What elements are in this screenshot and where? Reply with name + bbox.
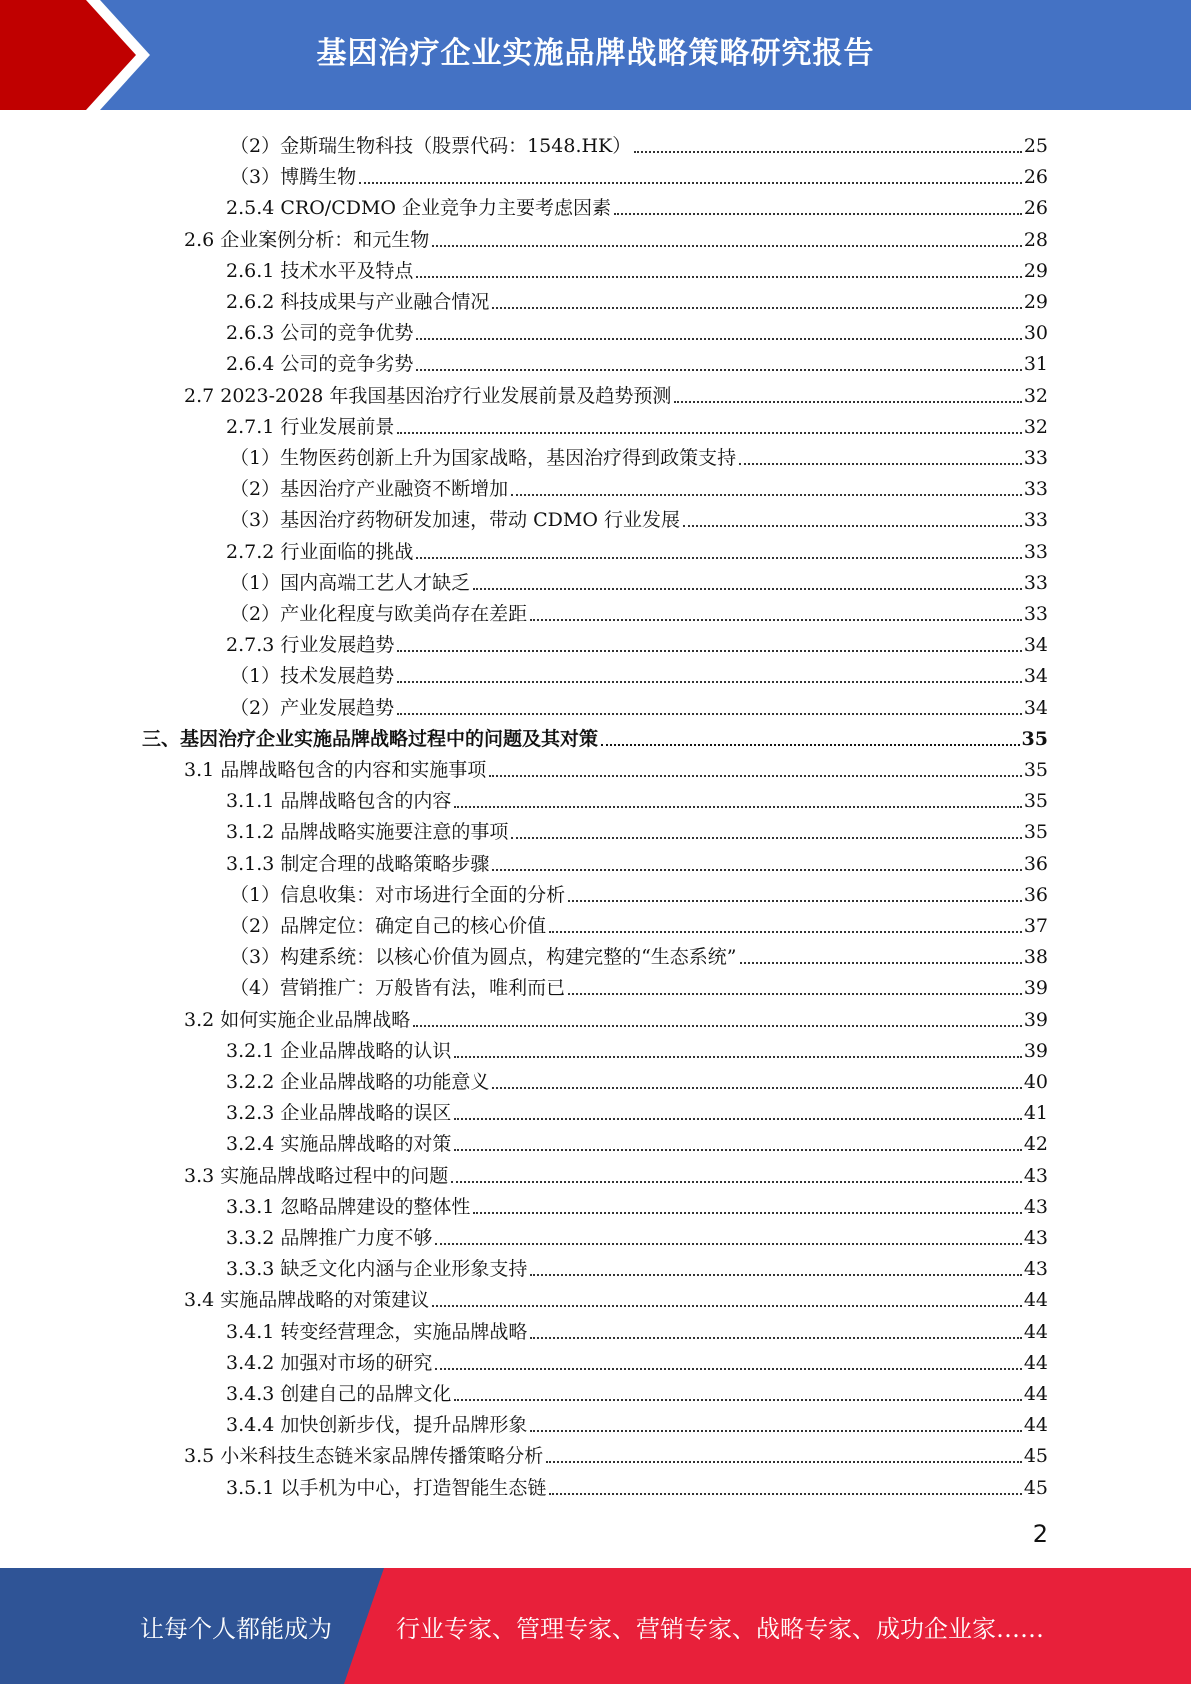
toc-entry[interactable] <box>226 252 1048 283</box>
toc-entry[interactable] <box>184 1001 1048 1032</box>
footer-banner <box>0 1568 1191 1684</box>
toc-dot-leader <box>492 1087 1021 1089</box>
page-number: 2 <box>1032 1520 1048 1548</box>
footer-slogan-right: 行业专家、管理专家、营销专家、战略专家、成功企业家…… <box>396 1614 1044 1643</box>
toc-dot-leader <box>511 837 1021 839</box>
toc-dot-leader <box>432 1305 1022 1307</box>
toc-dot-leader <box>397 681 1022 683</box>
toc-entry-label: 三、基因治疗企业实施品牌战略过程中的问题及其对策 <box>142 727 599 750</box>
toc-entry-page: 43 <box>1023 1164 1048 1187</box>
toc-entry[interactable] <box>226 1469 1048 1500</box>
toc-entry-label: 3.2.4 实施品牌战略的对策 <box>226 1133 452 1156</box>
toc-entry[interactable] <box>230 595 1048 626</box>
toc-entry-page: 36 <box>1023 852 1048 875</box>
toc-dot-leader <box>416 557 1021 559</box>
toc-entry[interactable] <box>184 751 1048 782</box>
toc-entry-label: 3.1 品牌战略包含的内容和实施事项 <box>184 759 487 781</box>
header-banner <box>0 0 1191 110</box>
toc-entry-page: 33 <box>1023 447 1048 469</box>
toc-entry-page: 44 <box>1023 1289 1048 1312</box>
toc-entry-page: 42 <box>1023 1133 1048 1156</box>
toc-entry[interactable] <box>230 969 1048 1000</box>
toc-entry[interactable] <box>184 221 1048 252</box>
toc-entry-label: 2.6.2 科技成果与产业融合情况 <box>226 291 490 313</box>
toc-dot-leader <box>568 993 1022 995</box>
toc-entry-label: （2）产业发展趋势 <box>230 696 395 719</box>
toc-dot-leader <box>397 650 1021 652</box>
toc-dot-leader <box>674 401 1021 403</box>
toc-entry-label: （1）国内高端工艺人才缺乏 <box>230 571 471 594</box>
toc-entry-label: 3.4.4 加快创新步伐，提升品牌形象 <box>226 1414 528 1437</box>
toc-entry[interactable] <box>226 1344 1048 1375</box>
toc-entry[interactable] <box>142 720 1048 751</box>
toc-dot-leader <box>435 1368 1021 1370</box>
toc-entry[interactable] <box>226 533 1048 564</box>
toc-entry[interactable] <box>230 689 1048 720</box>
toc-dot-leader <box>473 1212 1021 1214</box>
toc-entry-page: 43 <box>1023 1195 1048 1218</box>
toc-entry[interactable] <box>230 907 1048 938</box>
toc-entry-label: 3.5 小米科技生态链米家品牌传播策略分析 <box>184 1445 544 1468</box>
toc-entry-page: 33 <box>1023 571 1048 594</box>
toc-entry-page: 43 <box>1023 1258 1048 1281</box>
toc-entry-label: （1）生物医药创新上升为国家战略，基因治疗得到政策支持 <box>230 447 737 469</box>
toc-entry-page: 33 <box>1023 478 1048 501</box>
toc-entry-label: （3）基因治疗药物研发加速，带动 CDMO 行业发展 <box>230 509 680 532</box>
toc-entry[interactable] <box>230 501 1048 532</box>
toc-entry-label: 2.6.4 公司的竞争劣势 <box>226 353 414 376</box>
toc-entry[interactable] <box>230 938 1048 969</box>
toc-dot-leader <box>740 962 1022 964</box>
toc-entry-page: 31 <box>1023 353 1048 376</box>
toc-entry-label: 3.3.3 缺乏文化内涵与企业形象支持 <box>226 1258 528 1281</box>
toc-entry-page: 34 <box>1023 634 1048 657</box>
toc-entry[interactable] <box>226 626 1048 657</box>
toc-dot-leader <box>634 151 1022 153</box>
toc-entry-page: 45 <box>1023 1476 1048 1499</box>
toc-entry-page: 44 <box>1023 1320 1048 1343</box>
toc-entry[interactable] <box>230 876 1048 907</box>
toc-entry-label: （2）品牌定位：确定自己的核心价值 <box>230 915 547 937</box>
toc-entry-page: 45 <box>1023 1445 1048 1468</box>
toc-entry-page: 30 <box>1023 322 1048 345</box>
toc-dot-leader <box>489 775 1022 777</box>
toc-entry-page: 39 <box>1023 1008 1048 1031</box>
toc-entry-page: 39 <box>1023 1039 1048 1062</box>
toc-entry[interactable] <box>226 408 1048 439</box>
toc-entry-label: 2.7 2023-2028 年我国基因治疗行业发展前景及趋势预测 <box>184 384 672 407</box>
toc-entry-page: 44 <box>1023 1383 1048 1405</box>
toc-dot-leader <box>473 588 1022 590</box>
toc-dot-leader <box>683 525 1022 527</box>
toc-dot-leader <box>530 1430 1021 1432</box>
toc-dot-leader <box>454 1056 1021 1058</box>
toc-entry-label: 3.4 实施品牌战略的对策建议 <box>184 1289 430 1312</box>
toc-dot-leader <box>492 307 1021 309</box>
toc-entry-label: 2.7.2 行业面临的挑战 <box>226 540 414 563</box>
toc-entry-page: 35 <box>1023 821 1048 844</box>
toc-entry-page: 33 <box>1023 603 1048 625</box>
toc-entry-label: 3.3 实施品牌战略过程中的问题 <box>184 1164 449 1187</box>
toc-entry-label: 2.6.1 技术水平及特点 <box>226 259 414 282</box>
toc-entry[interactable] <box>184 1437 1048 1468</box>
toc-entry[interactable] <box>226 1094 1048 1125</box>
toc-entry[interactable] <box>226 1219 1048 1250</box>
toc-entry-label: 3.3.2 品牌推广力度不够 <box>226 1227 433 1249</box>
toc-entry-label: （3）构建系统：以核心价值为圆点，构建完整的“生态系统” <box>230 946 737 969</box>
toc-entry-label: 3.2.3 企业品牌战略的误区 <box>226 1102 452 1125</box>
toc-entry-page: 26 <box>1023 197 1048 220</box>
toc-entry-page: 25 <box>1023 135 1048 157</box>
toc-entry-label: 2.6.3 公司的竞争优势 <box>226 322 414 345</box>
toc-entry-label: 3.3.1 忽略品牌建设的整体性 <box>226 1195 471 1218</box>
toc-entry-page: 43 <box>1023 1227 1048 1249</box>
toc-dot-leader <box>601 744 1020 746</box>
toc-dot-leader <box>454 1118 1021 1120</box>
toc-entry[interactable] <box>226 1313 1048 1344</box>
toc-entry[interactable] <box>226 845 1048 876</box>
toc-entry-label: 2.7.1 行业发展前景 <box>226 415 395 438</box>
toc-entry-label: 3.1.3 制定合理的战略策略步骤 <box>226 852 490 875</box>
toc-entry-page: 34 <box>1023 696 1048 719</box>
toc-entry-label: （3）博腾生物 <box>230 166 357 189</box>
toc-dot-leader <box>413 1025 1022 1027</box>
toc-dot-leader <box>451 1181 1022 1183</box>
toc-entry[interactable] <box>226 813 1048 844</box>
toc-entry[interactable] <box>230 470 1048 501</box>
toc-dot-leader <box>549 1493 1021 1495</box>
toc-entry-page: 35 <box>1023 790 1048 813</box>
toc-entry[interactable] <box>226 1063 1048 1094</box>
toc-dot-leader <box>397 713 1022 715</box>
toc-entry-page: 29 <box>1023 291 1048 313</box>
toc-dot-leader <box>397 432 1021 434</box>
toc-entry-label: 3.2.2 企业品牌战略的功能意义 <box>226 1071 490 1093</box>
toc-entry-label: 2.7.3 行业发展趋势 <box>226 634 395 657</box>
toc-entry[interactable] <box>226 1032 1048 1063</box>
toc-entry-label: 3.1.2 品牌战略实施要注意的事项 <box>226 821 509 844</box>
toc-entry[interactable] <box>226 345 1048 376</box>
toc-entry[interactable] <box>184 1281 1048 1312</box>
toc-dot-leader <box>511 494 1022 496</box>
toc-entry[interactable] <box>226 1188 1048 1219</box>
toc-entry-label: （2）产业化程度与欧美尚存在差距 <box>230 603 528 625</box>
toc-dot-leader <box>435 1243 1021 1245</box>
toc-entry-page: 34 <box>1023 665 1048 688</box>
toc-entry-page: 35 <box>1021 727 1048 750</box>
toc-entry-label: 3.4.1 转变经营理念，实施品牌战略 <box>226 1320 528 1343</box>
toc-entry-label: 3.2 如何实施企业品牌战略 <box>184 1008 411 1031</box>
toc-entry-label: （2）金斯瑞生物科技（股票代码：1548.HK） <box>230 135 632 157</box>
toc-entry-page: 41 <box>1023 1102 1048 1125</box>
toc-entry[interactable] <box>184 377 1048 408</box>
toc-dot-leader <box>416 338 1021 340</box>
toc-dot-leader <box>454 1399 1021 1401</box>
toc-entry-page: 28 <box>1023 228 1048 251</box>
toc-dot-leader <box>359 182 1022 184</box>
toc-dot-leader <box>530 619 1022 621</box>
toc-dot-leader <box>454 806 1021 808</box>
toc-entry[interactable] <box>226 1406 1048 1437</box>
toc-entry-label: 3.4.3 创建自己的品牌文化 <box>226 1383 452 1405</box>
toc-entry-page: 33 <box>1023 540 1048 563</box>
toc-entry-page: 26 <box>1023 166 1048 189</box>
toc-dot-leader <box>416 369 1021 371</box>
toc-entry[interactable] <box>184 1157 1048 1188</box>
toc-entry-label: 2.5.4 CRO/CDMO 企业竞争力主要考虑因素 <box>226 197 612 220</box>
toc-entry-page: 32 <box>1023 384 1048 407</box>
toc-entry-page: 44 <box>1023 1414 1048 1437</box>
toc-entry-label: （1）信息收集：对市场进行全面的分析 <box>230 883 566 906</box>
toc-entry[interactable] <box>226 782 1048 813</box>
toc-entry-label: 3.1.1 品牌战略包含的内容 <box>226 790 452 813</box>
toc-dot-leader <box>492 869 1021 871</box>
toc-entry[interactable] <box>230 127 1048 158</box>
toc-entry[interactable] <box>226 1375 1048 1406</box>
toc-entry[interactable] <box>226 1125 1048 1156</box>
toc-entry[interactable] <box>230 657 1048 688</box>
footer-slogan-left: 让每个人都能成为 <box>140 1614 332 1643</box>
toc-entry-page: 35 <box>1023 759 1048 781</box>
toc-entry-label: 2.6 企业案例分析：和元生物 <box>184 228 430 251</box>
toc-dot-leader <box>432 245 1022 247</box>
toc-entry-label: 3.5.1 以手机为中心，打造智能生态链 <box>226 1476 547 1499</box>
toc-entry-page: 36 <box>1023 883 1048 906</box>
toc-entry-page: 44 <box>1023 1351 1048 1374</box>
toc-dot-leader <box>454 1149 1021 1151</box>
toc-dot-leader <box>549 931 1022 933</box>
toc-entry[interactable] <box>226 283 1048 314</box>
toc-entry-label: 3.2.1 企业品牌战略的认识 <box>226 1039 452 1062</box>
toc-entry-page: 32 <box>1023 415 1048 438</box>
toc-entry-label: 3.4.2 加强对市场的研究 <box>226 1351 433 1374</box>
toc-dot-leader <box>530 1337 1021 1339</box>
toc-entry-label: （2）基因治疗产业融资不断增加 <box>230 478 509 501</box>
toc-entry-page: 29 <box>1023 259 1048 282</box>
toc-dot-leader <box>568 900 1022 902</box>
toc-dot-leader <box>739 463 1022 465</box>
toc-entry-page: 33 <box>1023 509 1048 532</box>
toc-entry[interactable] <box>230 439 1048 470</box>
toc-entry-page: 39 <box>1023 977 1048 1000</box>
toc-dot-leader <box>416 276 1021 278</box>
toc-dot-leader <box>530 1274 1021 1276</box>
toc-dot-leader <box>614 213 1022 215</box>
toc-entry[interactable] <box>230 564 1048 595</box>
toc-entry[interactable] <box>226 189 1048 220</box>
toc-dot-leader <box>546 1461 1022 1463</box>
document-title: 基因治疗企业实施品牌战略策略研究报告 <box>316 36 875 71</box>
toc-entry-page: 40 <box>1023 1071 1048 1093</box>
toc-entry-label: （4）营销推广：万般皆有法，唯利而已 <box>230 977 566 1000</box>
toc-entry-label: （1）技术发展趋势 <box>230 665 395 688</box>
arrow-chevron-icon <box>0 0 160 110</box>
toc-entry[interactable] <box>226 1250 1048 1281</box>
toc-entry-page: 38 <box>1023 946 1048 969</box>
toc-entry[interactable] <box>226 314 1048 345</box>
toc-entry-page: 37 <box>1023 915 1048 937</box>
toc-entry[interactable] <box>230 158 1048 189</box>
